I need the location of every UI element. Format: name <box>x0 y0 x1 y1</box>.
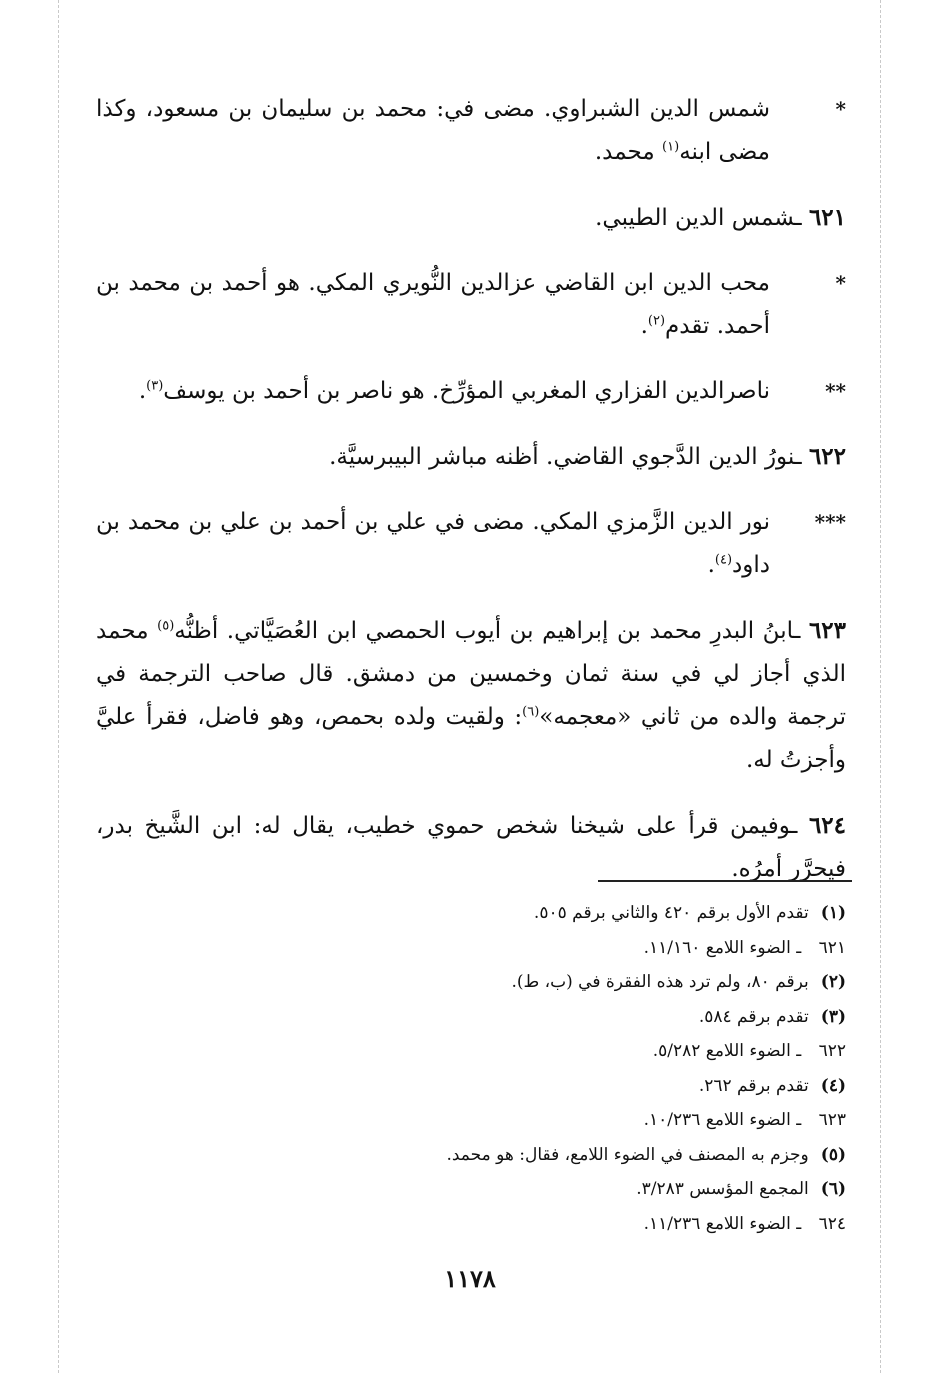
main-text <box>96 88 846 913</box>
entry-number: ٦٢٢ <box>808 443 846 470</box>
footnote-item <box>96 1207 846 1242</box>
footnote-text: تقدم برقم ٢٦٢. <box>698 1075 809 1096</box>
entry-number: ٦٢٤ <box>808 812 846 839</box>
entry-text-tail: . <box>707 552 715 578</box>
footnote-ref: (٥) <box>157 618 175 634</box>
entry-text: شمس الدين الشبراوي. مضى في: محمد بن سليمان بن مسعود، وكذا مضى ابنه <box>96 96 770 165</box>
footnote-item <box>96 931 846 966</box>
entry-621: ٦٢١ ـشمس الدين الطيبي. <box>595 204 846 231</box>
footnote-text: المجمع المؤسس ٣/٢٨٣. <box>636 1179 809 1199</box>
entry-marker: *** <box>814 510 846 534</box>
footnote-text: ٦٢٣ ـ الضوء اللامع ١٠/٢٣٦. <box>643 1110 846 1130</box>
footnote-text: وجزم به المصنف في الضوء اللامع، فقال: هو محمد. <box>446 1144 809 1165</box>
footnote-text: ٦٢١ ـ الضوء اللامع ١١/١٦٠. <box>643 937 846 958</box>
footnote-item <box>96 1034 846 1069</box>
footnote-text: ٦٢٤ ـ الضوء اللامع ١١/٢٣٦. <box>643 1213 846 1234</box>
entry-text-tail: محمد. <box>594 139 663 165</box>
entry-624: ٦٢٤ ـوفيمن قرأ على شيخنا شخص حموي خطيب، يقال له: ابن الشَّيخ بدر، فيحرَّر أمرُه. <box>96 812 846 882</box>
footnote-item <box>96 1172 846 1207</box>
footnote-item <box>96 965 846 1000</box>
entry-muhib-nuwayri <box>96 262 846 348</box>
entry-text: نور الدين الزَّمزي المكي. مضى في علي بن أحمد بن علي بن محمد بن داود <box>96 509 771 578</box>
entry-text: ابنُ البدرِ محمد بن إبراهيم بن أيوب الحمصي ابن العُصَيَّاتي. أظنُّه <box>174 618 794 644</box>
margin-guide-right <box>880 0 881 1373</box>
footnote-ref-2: (٦) <box>522 704 540 720</box>
footnote-number: (٤) <box>820 1075 846 1096</box>
entry-623: ٦٢٣ ـابنُ البدرِ محمد بن إبراهيم بن أيوب الحمصي ابن العُصَيَّاتي. أظنُّه$^{(٥)}$ محمد الذي أجاز لي في سنة ثمان وخمسين من دمشق. قال صاحب الترجمة في ترجمة والده من ثاني «معجمه»$^{(٦)}$: ولقيت ولده بحمص، وهو فاضل، فقرأ عليَّ وأجزتُ له. <box>96 617 847 773</box>
footnotes <box>96 896 846 1241</box>
entry-text: ناصرالدين الفزاري المغربي المؤرِّخ. هو ناصر بن أحمد بن يوسف <box>163 378 770 404</box>
footnote-ref: (٣) <box>146 378 164 394</box>
entry-number: ٦٢١ <box>808 204 846 231</box>
entry-text-tail-2: : ولقيت ولده بحمص، وهو فاضل، فقرأ عليَّ وأجزتُ له. <box>96 704 846 773</box>
entry-text-tail: . <box>138 378 147 404</box>
footnote-ref: (٢) <box>647 313 666 329</box>
footnote-item <box>96 1103 846 1138</box>
footnote-ref: (٤) <box>714 552 733 568</box>
footnote-item <box>96 1138 846 1173</box>
footnote-text: تقدم الأول برقم ٤٢٠ والثاني برقم ٥٠٥. <box>533 903 809 923</box>
footnote-text: ٦٢٢ ـ الضوء اللامع ٥/٢٨٢. <box>652 1041 846 1061</box>
footnote-item <box>96 1069 846 1104</box>
entry-marker: ** <box>825 379 846 403</box>
footnote-number: (٥) <box>820 1144 846 1165</box>
footnote-item <box>96 1000 846 1035</box>
entry-marker: * <box>835 271 846 295</box>
footnote-number: (١) <box>820 903 846 923</box>
footnote-number: (٣) <box>820 1006 846 1027</box>
footnote-text: برقم ٨٠، ولم ترد هذه الفقرة في (ب، ط). <box>511 972 809 992</box>
entry-text: نورُ الدين الدَّجوي القاضي. أظنه مباشر البيبرسيَّة. <box>329 444 795 470</box>
margin-guide-left <box>58 0 59 1373</box>
footnote-divider <box>598 880 852 882</box>
entry-text: محب الدين ابن القاضي عزالدين النُّويري المكي. هو أحمد بن محمد بن أحمد. تقدم <box>96 270 770 339</box>
footnote-number: (٢) <box>820 972 846 992</box>
entry-number: ٦٢٣ <box>808 617 846 644</box>
footnote-text: تقدم برقم ٥٨٤. <box>698 1006 809 1027</box>
footnote-item <box>96 896 846 931</box>
entry-shams-shabrawi <box>96 88 846 174</box>
entry-text-tail: محمد الذي أجاز لي في سنة ثمان وخمسين من دمشق. قال صاحب الترجمة في ترجمة والده من ثاني «معجمه» <box>96 618 847 730</box>
entry-text: وفيمن قرأ على شيخنا شخص حموي خطيب، يقال له: ابن الشَّيخ بدر، فيحرَّر أمرُه. <box>96 813 846 882</box>
page-number: ١١٧٨ <box>444 1264 496 1293</box>
footnote-number: (٦) <box>820 1179 846 1199</box>
entry-text: شمس الدين الطيبي. <box>595 205 795 231</box>
entry-marker: * <box>835 97 846 121</box>
footnote-ref: (١) <box>662 139 680 155</box>
entry-622: ٦٢٢ ـنورُ الدين الدَّجوي القاضي. أظنه مباشر البيبرسيَّة. <box>329 443 846 470</box>
entry-nasir-fazari <box>96 370 846 413</box>
entry-nur-zamzami <box>96 501 846 587</box>
entry-text-tail: . <box>640 313 648 339</box>
